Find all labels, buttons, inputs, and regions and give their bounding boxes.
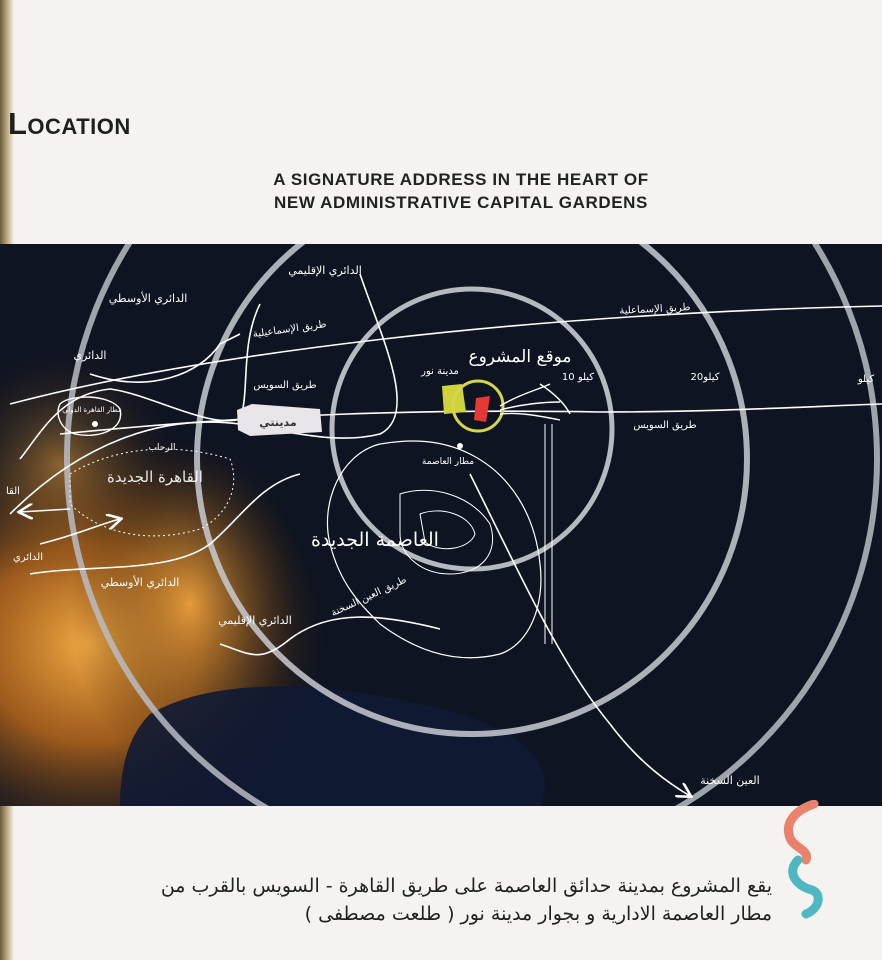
label-rehab: الرحاب [148, 443, 176, 453]
label-ring-30km: كيلو [857, 374, 875, 385]
label-ring-10km: 10 كيلو [561, 372, 595, 383]
label-ain-sokhna: العين السخنة [700, 774, 760, 787]
caption-line-1: يقع المشروع بمدينة حدائق العاصمة على طريق القاهرة - السويس بالقرب من [160, 875, 772, 897]
label-new-cairo: القاهرة الجديدة [107, 468, 203, 486]
label-ring-20km: 20كيلو [690, 372, 720, 383]
location-map [0, 244, 882, 806]
label-nour-city: مدينة نور [421, 366, 459, 377]
label-suez-road-left: طريق السويس [253, 380, 317, 391]
label-middle-ring-bottom: الدائري الأوسطي [100, 576, 180, 589]
capital-axis [545, 424, 552, 644]
page-title: Location [8, 106, 131, 141]
subtitle-line-1: A SIGNATURE ADDRESS IN THE HEART OF [273, 170, 649, 189]
label-ain-sokhna-road: طريق العين السخنة [329, 574, 409, 620]
map-canvas [0, 244, 882, 806]
label-suez-road-right: طريق السويس [633, 420, 697, 431]
label-regional-ring-top: الدائري الإقليمي [288, 264, 362, 277]
cairo-airport-dot [92, 421, 98, 427]
page-subtitle [0, 168, 882, 214]
capital-airport-dot [457, 443, 463, 449]
label-ring-road-left: الدائري [73, 349, 107, 362]
label-madinaty: مدينتي [259, 416, 297, 429]
label-cairo-airport: مطار القاهرة الدولي [62, 406, 122, 414]
label-project-location: موقع المشروع [468, 347, 572, 367]
label-ismailia-road-left: طريق الإسماعيلية [252, 318, 328, 341]
label-new-capital: العاصمة الجديدة [311, 529, 439, 551]
label-middle-ring-top: الدائري الأوسطي [108, 292, 188, 305]
label-left-edge-fragment: القا [6, 486, 20, 497]
label-ring-road-bottom-left: الدائري [13, 552, 43, 563]
brand-logo-icon [776, 800, 836, 920]
caption-line-2: مطار العاصمة الادارية و بجوار مدينة نور ( طلعت مصطفى ) [304, 903, 772, 925]
location-description [52, 872, 772, 928]
label-regional-ring-bottom: الدائري الإقليمي [218, 614, 292, 627]
label-capital-airport: مطار العاصمة [421, 457, 475, 467]
label-ismailia-road-right: طريق الإسماعلية [619, 302, 691, 317]
subtitle-line-2: NEW ADMINISTRATIVE CAPITAL GARDENS [274, 193, 648, 212]
gate-arches-icon [500, 384, 570, 420]
project-marker [474, 396, 490, 422]
